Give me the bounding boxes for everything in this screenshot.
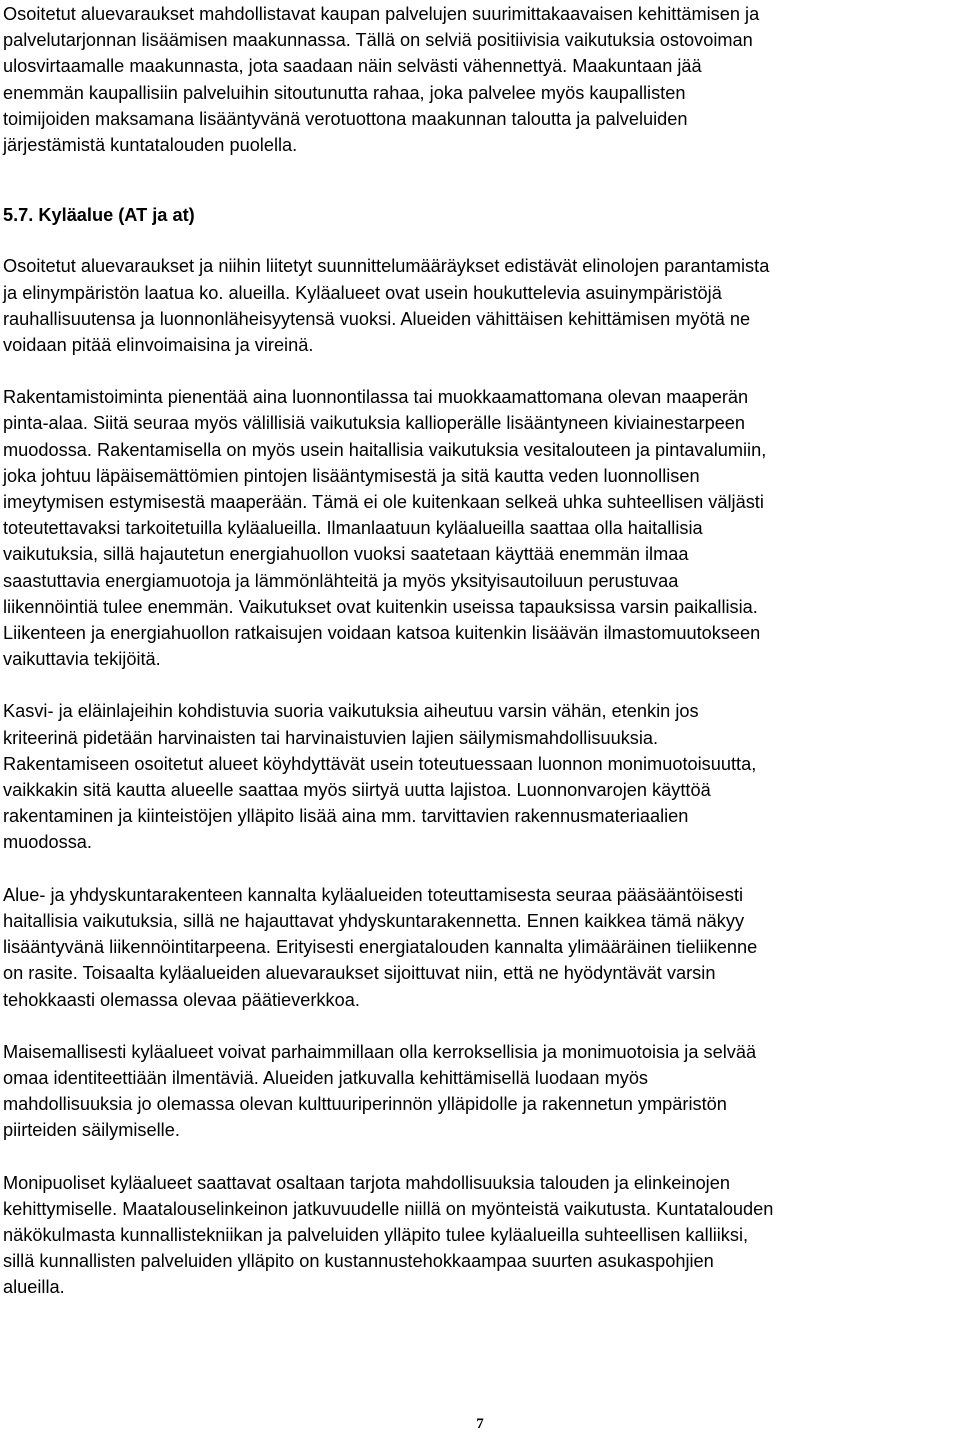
page-number: 7 [476, 1416, 484, 1432]
paragraph-soil-water-air: Rakentamistoiminta pienentää aina luonnontilassa tai muokkaamattomana olevan maaperän pinta-alaa. Siitä seuraa myös välillisiä vaikutuksia kallioperälle lisääntyneen kiviainestarpeen muodossa. Rakentamisella on myös usein haitallisia vaikutuksia vesitalouteen ja pintavalumiin, joka johtuu läpäisemättömien pintojen lisääntymisestä ja sitä kautta veden luonnollisen imeytymisen estymisestä maaperään. Tämä ei ole kuitenkaan selkeä uhka suhteellisen väljästi toteutettavaksi tarkoitetuilla kyläalueilla. Ilmanlaatuun kyläalueilla saattaa olla haitallisia vaikutuksia, sillä hajautetun energiahuollon vuoksi saatetaan käyttää enemmän ilmaa saastuttavia energiamuotoja ja lämmönlähteitä ja myös yksityisautoiluun perustuvaa liikennöintiä tulee enemmän. Vaikutukset ovat kuitenkin useissa tapauksissa varsin paikallisia. Liikenteen ja energiahuollon ratkaisujen voidaan katsoa kuitenkin lisäävän ilmastomuutokseen vaikuttavia tekijöitä. [3, 387, 767, 670]
document-body [3, 0, 958, 1301]
paragraph-community-structure: Alue- ja yhdyskuntarakenteen kannalta kyläalueiden toteuttamisesta seuraa pääsääntöisesti haitallisia vaikutuksia, sillä ne hajauttavat yhdyskuntarakennetta. Ennen kaikkea tämä näkyy lisääntyvänä liikennöintitarpeena. Erityisesti energiatalouden kannalta ylimääräinen tieliikenne on rasite. Toisaalta kyläalueiden aluevaraukset sijoittuvat niin, että ne hyödyntävät varsin tehokkaasti olemassa olevaa päätieverkkoa. [3, 884, 758, 1010]
paragraph-landscape: Maisemallisesti kyläalueet voivat parhaimmillaan olla kerroksellisia ja monimuotoisia ja selvää omaa identiteettiään ilmentäviä. Alueiden jatkuvalla kehittämisellä luodaan myös mahdollisuuksia jo olemassa olevan kulttuuriperinnön ylläpidolle ja rakennetun ympäristön piirteiden säilymiselle. [3, 1041, 757, 1141]
intro-paragraph: Osoitetut aluevaraukset mahdollistavat kaupan palvelujen suurimittakaavaisen kehittämisen ja palvelutarjonnan lisäämisen maakunnassa. Tällä on selviä positiivisia vaikutuksia ostovoiman ulosvirtaamalle maakunnasta, jota saadaan näin selvästi vähennettyä. Maakuntaan jää enemmän kaupallisiin palveluihin sitoutunutta rahaa, joka palvelee myös kaupallisten toimijoiden maksamana lisääntyvänä verotuottona maakunnan taloutta ja palveluiden järjestämistä kuntatalouden puolella. [3, 4, 760, 156]
section-heading: 5.7. Kyläalue (AT ja at) [3, 205, 195, 226]
paragraph-flora-fauna: Kasvi- ja eläinlajeihin kohdistuvia suoria vaikutuksia aiheutuu varsin vähän, etenkin jos kriteerinä pidetään harvinaisten tai harvinaistuvien lajien säilymismahdollisuuksia. Rakentamiseen osoitetut alueet köyhdyttävät usein toteutuessaan luonnon monimuotoisuutta, vaikkakin sitä kautta alueelle saattaa myös siirtyä uutta lajistoa. Luonnonvarojen käyttöä rakentaminen ja kiinteistöjen ylläpito lisää aina mm. tarvittavien rakennusmateriaalien muodossa. [3, 701, 757, 853]
paragraph-village-environment: Osoitetut aluevaraukset ja niihin liitetyt suunnittelumääräykset edistävät elinolojen parantamista ja elinympäristön laatua ko. alueilla. Kyläalueet ovat usein houkuttelevia asuinympäristöjä rauhallisuutensa ja luonnonläheisyytensä vuoksi. Alueiden vähittäisen kehittämisen myötä ne voidaan pitää elinvoimaisina ja vireinä. [3, 256, 770, 356]
paragraph-economy: Monipuoliset kyläalueet saattavat osaltaan tarjota mahdollisuuksia talouden ja elinkeinojen kehittymiselle. Maatalouselinkeinon jatkuvuudelle niillä on myönteistä vaikutusta. Kuntatalouden näkökulmasta kunnallistekniikan ja palveluiden ylläpito tulee kyläalueilla suhteellisen kalliiksi, sillä kunnallisten palveluiden ylläpito on kustannustehokkaampaa suurten asukaspohjien alueilla. [3, 1172, 774, 1298]
